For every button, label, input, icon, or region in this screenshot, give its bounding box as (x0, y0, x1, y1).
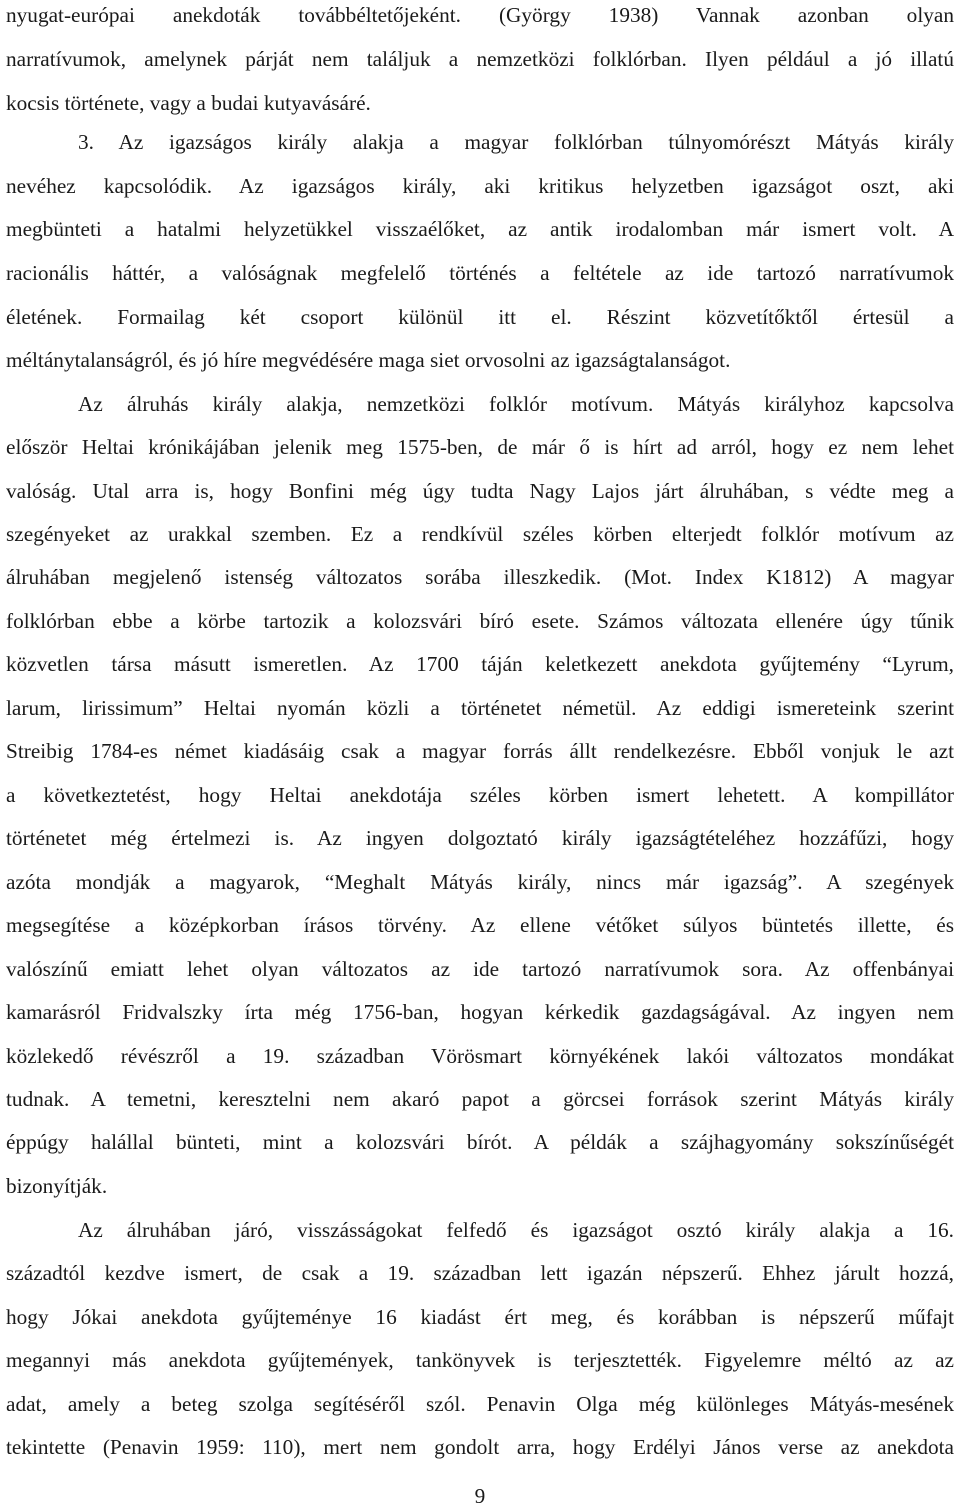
text-line: tekintette (Penavin 1959: 110), mert nem gondolt arra, hogy Erdélyi János verse az anekdota (6, 1435, 954, 1459)
text-line: racionális háttér, a valóságnak megfelelő történés a feltétele az ide tartozó narratívumok (6, 261, 954, 285)
text-line: valószínű emiatt lehet olyan változatos az ide tartozó narratívumok sora. Az offenbányai (6, 957, 954, 981)
text-line: méltánytalanságról, és jó híre megvédésére maga siet orvosolni az igazságtalanságot. (6, 348, 731, 372)
section-text: 3. Az igazságos király alakja a magyar folklórban túlnyomórészt Mátyás király (78, 130, 954, 154)
text-line: nyugat-európai anekdoták továbbéltetőjeként. (György 1938) Vannak azonban olyan (6, 3, 954, 27)
text-line: hogy Jókai anekdota gyűjteménye 16 kiadást ért meg, és korábban is népszerű műfajt (6, 1305, 954, 1329)
page-number: 9 (474, 1484, 486, 1508)
text-line: álruhában megjelenő istenség változatos sorába illeszkedik. (Mot. Index K1812) A magyar (6, 565, 954, 589)
section-line (78, 127, 954, 157)
text-line: adat, amely a beteg szolga segítéséről szól. Penavin Olga még különleges Mátyás-mesének (6, 1392, 954, 1416)
text-line: századtól kezdve ismert, de csak a 19. században lett igazán népszerű. Ehhez járult hozzá, (6, 1261, 954, 1285)
text-line: bizonyítják. (6, 1174, 108, 1198)
text-line: tudnak. A temetni, keresztelni nem akaró papot a görcsei források szerint Mátyás király (6, 1087, 954, 1111)
text-line: valóság. Utal arra is, hogy Bonfini még úgy tudta Nagy Lajos járt álruhában, s védte meg a (6, 479, 954, 503)
text-line: kamarásról Fridvalszky írta még 1756-ban, hogyan kérkedik gazdagságával. Az ingyen nem (6, 1000, 954, 1024)
text-line: szegényeket az urakkal szemben. Ez a rendkívül széles körben elterjedt folklór motívum az (6, 522, 954, 546)
text-line: azóta mondják a magyarok, “Meghalt Mátyás király, nincs már igazság”. A szegények (6, 870, 954, 894)
text-line: larum, lirissimum” Heltai nyomán közli a történetet németül. Az eddigi ismereteink szerint (6, 696, 954, 720)
text-line: éppúgy halállal bünteti, mint a kolozsvári bírót. A példák a szájhagyomány sokszínűségét (6, 1130, 954, 1154)
text-line: megsegítése a középkorban írásos törvény. Az ellene vétőket súlyos büntetés illette, és (6, 913, 954, 937)
text-line: megannyi más anekdota gyűjtemények, tankönyvek is terjesztették. Figyelemre méltó az az (6, 1348, 954, 1372)
text-line: közlekedő révészről a 19. században Vörösmart környékének lakói változatos mondákat (6, 1044, 954, 1068)
text-line: narratívumok, amelynek párját nem találjuk a nemzetközi folklórban. Ilyen például a jó illatú (6, 47, 954, 71)
text-line: először Heltai krónikájában jelenik meg 1575-ben, de már ő is hírt ad arról, hogy ez nem lehet (6, 435, 954, 459)
text-line: kocsis története, vagy a budai kutyavásáré. (6, 91, 371, 115)
text-line: a következtetést, hogy Heltai anekdotája széles körben ismert lehetett. A kompillátor (6, 783, 954, 807)
text-line: közvetlen társa másutt ismeretlen. Az 1700 táján keletkezett anekdota gyűjtemény “Lyrum, (6, 652, 954, 676)
text-line: Az álruhában járó, visszásságokat felfedő és igazságot osztó király alakja a 16. (78, 1218, 954, 1242)
text-line: megbünteti a hatalmi helyzetükkel visszaélőket, az antik irodalomban már ismert volt. A (6, 217, 954, 241)
text-line: történetet még értelmezi is. Az ingyen dolgoztató király igazságtételéhez hozzáfűzi, hogy (6, 826, 954, 850)
text-line: nevéhez kapcsolódik. Az igazságos király, aki kritikus helyzetben igazságot oszt, aki (6, 174, 954, 198)
text-line: folklórban ebbe a körbe tartozik a kolozsvári bíró esete. Számos változata ellenére úgy tűnik (6, 609, 954, 633)
text-line: Streibig 1784-es német kiadásáig csak a magyar forrás állt rendelkezésre. Ebből vonjuk le azt (6, 739, 954, 763)
text-line: életének. Formailag két csoport különül itt el. Részint közvetítőktől értesül a (6, 305, 954, 329)
text-line: Az álruhás király alakja, nemzetközi folklór motívum. Mátyás királyhoz kapcsolva (78, 392, 954, 416)
